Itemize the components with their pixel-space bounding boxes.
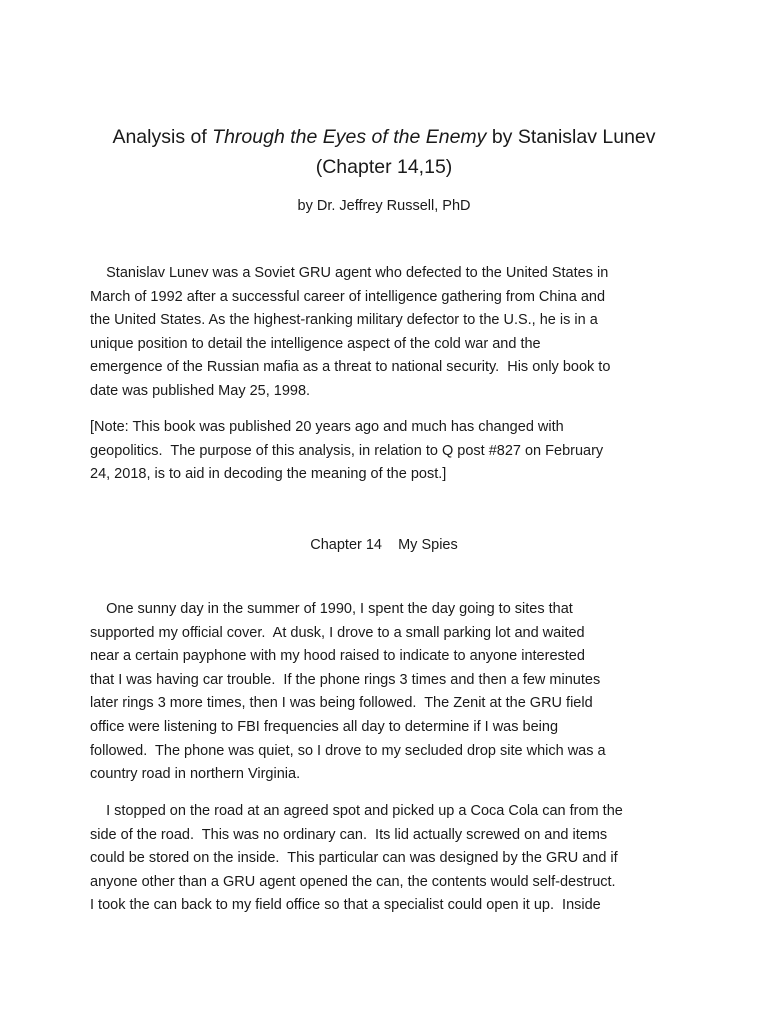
paragraph-line: [Note: This book was published 20 years ago and much has changed with	[90, 419, 564, 435]
author-byline: by Dr. Jeffrey Russell, PhD	[297, 198, 471, 214]
intro-paragraph	[90, 262, 690, 404]
paragraph-line: date was published May 25, 1998.	[90, 382, 311, 399]
paragraph-line: geopolitics. The purpose of this analysis, in relation to Q post #827 on February	[90, 442, 604, 459]
paragraph-line: could be stored on the inside. This particular can was designed by the GRU and if	[90, 850, 618, 867]
paragraph-line: anyone other than a GRU agent opened the can, the contents would self-destruct.	[90, 873, 616, 890]
paragraph-line: that I was having car trouble. If the phone rings 3 times and then a few minutes	[90, 671, 601, 688]
paragraph-line: office were listening to FBI frequencies all day to determine if I was being	[90, 718, 559, 735]
document-title	[60, 122, 708, 182]
paragraph-line: side of the road. This was no ordinary can. Its lid actually screwed on and items	[90, 826, 608, 843]
title-suffix: by Stanislav Lunev	[486, 126, 656, 148]
chapter-paragraph	[90, 800, 690, 918]
paragraph-line: 24, 2018, is to aid in decoding the meaning of the post.]	[90, 466, 447, 483]
title-prefix: Analysis of	[112, 126, 213, 148]
paragraph-line: I stopped on the road at an agreed spot and picked up a Coca Cola can from the	[90, 803, 623, 819]
paragraph-line: unique position to detail the intelligence aspect of the cold war and the	[90, 335, 541, 352]
paragraph-line: Stanislav Lunev was a Soviet GRU agent who defected to the United States in	[90, 265, 609, 281]
paragraph-line: emergence of the Russian mafia as a threat to national security. His only book to	[90, 359, 611, 376]
book-title: Through the Eyes of the Enemy	[212, 126, 487, 148]
paragraph-line: the United States. As the highest-ranking military defector to the U.S., he is in a	[90, 312, 598, 329]
chapter-paragraph	[90, 598, 690, 787]
paragraph-line: I took the can back to my field office so that a specialist could open it up. Inside	[90, 897, 601, 914]
note-paragraph	[90, 416, 690, 487]
chapter-heading: Chapter 14 My Spies	[310, 537, 458, 553]
paragraph-line: March of 1992 after a successful career of intelligence gathering from China and	[90, 288, 606, 305]
paragraph-line: followed. The phone was quiet, so I drove to my secluded drop site which was a	[90, 742, 606, 759]
title-line-1	[60, 122, 708, 152]
paragraph-line: One sunny day in the summer of 1990, I spent the day going to sites that	[90, 601, 573, 617]
paragraph-line: near a certain payphone with my hood raised to indicate to anyone interested	[90, 648, 585, 665]
paragraph-line: supported my official cover. At dusk, I drove to a small parking lot and waited	[90, 624, 585, 641]
paragraph-line: country road in northern Virginia.	[90, 766, 301, 783]
title-subtitle: (Chapter 14,15)	[315, 156, 453, 178]
paragraph-line: later rings 3 more times, then I was being followed. The Zenit at the GRU field	[90, 695, 593, 712]
